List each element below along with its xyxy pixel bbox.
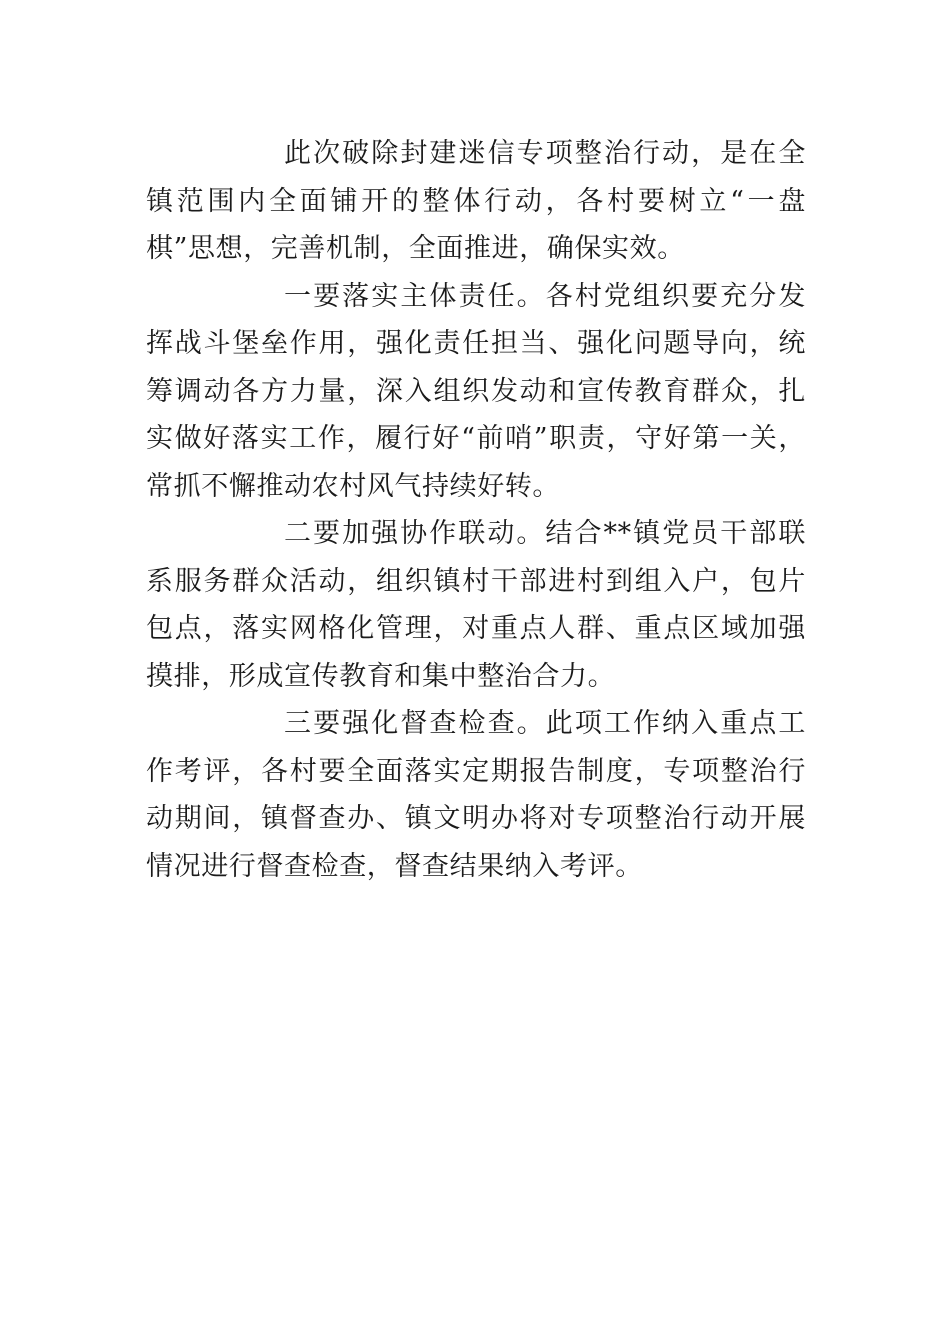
paragraph-responsibility: 一要落实主体责任。各村党组织要充分发挥战斗堡垒作用，强化责任担当、强化问题导向，统筹调动各方力量，深入组织发动和宣传教育群众，扎实做好落实工作，履行好“前哨”职责，守好第一关，常抓不懈推动农村风气持续好转。 (146, 280, 806, 502)
document-body (146, 130, 806, 890)
paragraph-coordination: 二要加强协作联动。结合**镇党员干部联系服务群众活动，组织镇村干部进村到组入户，包片包点，落实网格化管理，对重点人群、重点区域加强摸排，形成宣传教育和集中整治合力。 (146, 518, 806, 692)
paragraph-inspection: 三要强化督查检查。此项工作纳入重点工作考评，各村要全面落实定期报告制度，专项整治行动期间，镇督查办、镇文明办将对专项整治行动开展情况进行督查检查，督查结果纳入考评。 (146, 708, 806, 882)
paragraph-intro: 此次破除封建迷信专项整治行动，是在全镇范围内全面铺开的整体行动，各村要树立“一盘棋”思想，完善机制，全面推进，确保实效。 (146, 138, 806, 264)
